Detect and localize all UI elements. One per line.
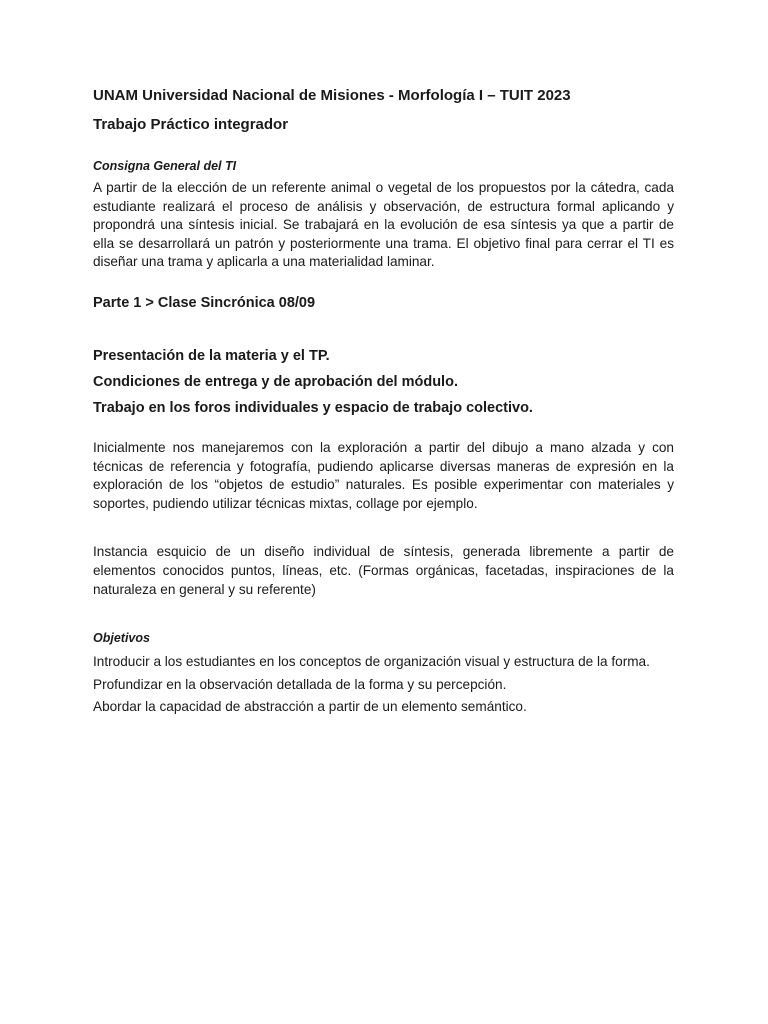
parte1-paragraph: Instancia esquicio de un diseño individual de síntesis, generada libremente a partir de elementos conocidos puntos, líneas, etc. (Formas orgánicas, facetadas, inspiraciones de la naturaleza en general y su referente)	[93, 544, 674, 597]
objetivos-label: Objetivos	[93, 631, 150, 646]
consigna-paragraph: A partir de la elección de un referente animal o vegetal de los propuestos por la cátedra, cada estudiante realizará el proceso de análisis y observación, de estructura formal aplicando y propondrá una síntesis inicial. Se trabajará en la evolución de esa síntesis ya que a partir de ella se desarrollará un patrón y posteriormente una trama. El objetivo final para cerrar el TI es diseñar una trama y aplicarla a una materialidad laminar.	[93, 180, 674, 270]
consigna-label: Consigna General del TI	[93, 159, 237, 173]
objetivo-item: Abordar la capacidad de abstracción a partir de un elemento semántico.	[93, 699, 527, 715]
parte1-item: Condiciones de entrega y de aprobación del módulo.	[93, 373, 458, 390]
document-subtitle: Trabajo Práctico integrador	[93, 116, 289, 133]
objetivo-item: Profundizar en la observación detallada de la forma y su percepción.	[93, 676, 507, 692]
parte1-heading: Parte 1 > Clase Sincrónica 08/09	[93, 294, 316, 311]
objetivo-item: Introducir a los estudiantes en los conceptos de organización visual y estructura de la forma.	[93, 654, 650, 670]
document-title: UNAM Universidad Nacional de Misiones - Morfología I – TUIT 2023	[93, 87, 571, 104]
parte1-item: Presentación de la materia y el TP.	[93, 347, 330, 364]
parte1-item: Trabajo en los foros individuales y espacio de trabajo colectivo.	[93, 399, 533, 416]
document-page	[93, 84, 674, 717]
parte1-paragraph: Inicialmente nos manejaremos con la exploración a partir del dibujo a mano alzada y con técnicas de referencia y fotografía, pudiendo aplicarse diversas maneras de expresión en la exploración de los “objetos de estudio” naturales. Es posible experimentar con materiales y soportes, pudiendo utilizar técnicas mixtas, collage por ejemplo.	[93, 439, 674, 511]
